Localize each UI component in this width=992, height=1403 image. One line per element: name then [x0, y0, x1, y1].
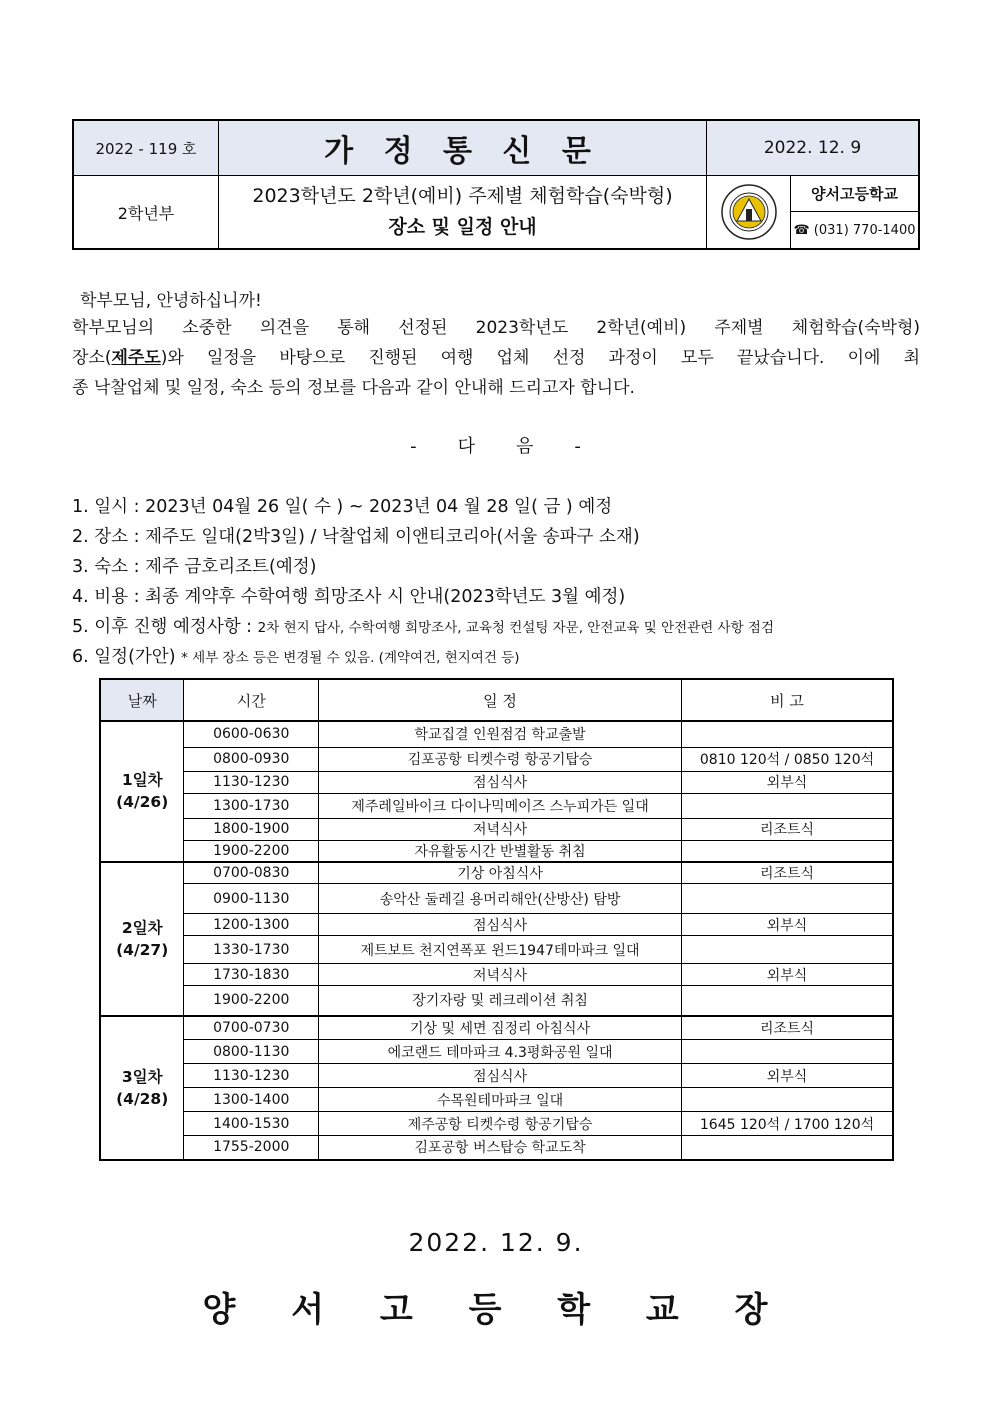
info-item-date: 1. 일시 : 2023년 04월 26 일( 수 ) ~ 2023년 04 월 28 일( 금 ) 예정 [72, 497, 613, 517]
intro-line-1: 학부모님의 소중한 의견을 통해 선정된 2023학년도 2학년(예비) 주제별 체험학습(숙박형) [72, 318, 920, 338]
note-cell [682, 793, 893, 818]
issue-number: 2022 - 119 호 [74, 121, 218, 175]
school-name: 양서고등학교 [811, 185, 898, 203]
schedule-cell: 학교집결 인원점검 학교출발 [319, 721, 682, 747]
note-cell: 리조트식 [682, 818, 893, 840]
info-item-next-steps: 5. 이후 진행 예정사항 : 2차 현지 답사, 수학여행 희망조사, 교육청 컨설팅 자문, 안전교육 및 안전관련 사항 점검 [72, 617, 775, 637]
schedule-cell: 점심식사 [319, 914, 682, 936]
note-cell: 외부식 [682, 914, 893, 936]
school-logo [707, 176, 790, 248]
table-row [100, 771, 893, 793]
subject-line-2: 장소 및 일정 안내 [388, 216, 537, 238]
time-cell: 0900-1130 [184, 884, 319, 914]
school-emblem-icon [720, 183, 778, 241]
schedule-cell: 수목원테마파크 일대 [319, 1088, 682, 1112]
table-row [100, 936, 893, 964]
schedule-cell: 김포공항 버스탑승 학교도착 [319, 1136, 682, 1160]
table-row [100, 1040, 893, 1064]
day-2-cell: 2일차 (4/27) [100, 862, 184, 1016]
table-row [100, 747, 893, 771]
note-cell [682, 721, 893, 747]
table-row [100, 1088, 893, 1112]
time-cell: 1900-2200 [184, 840, 319, 862]
header-time: 시간 [184, 679, 319, 721]
time-cell: 1130-1230 [184, 1064, 319, 1088]
time-cell: 0800-0930 [184, 747, 319, 771]
time-cell: 0700-0730 [184, 1016, 319, 1040]
table-header [100, 679, 893, 721]
table-row [100, 862, 893, 884]
schedule-cell: 점심식사 [319, 771, 682, 793]
day-3-cell: 3일차 (4/28) [100, 1016, 184, 1160]
table-row [100, 914, 893, 936]
schedule-cell: 제주공항 티켓수령 항공기탑승 [319, 1112, 682, 1136]
note-cell: 리조트식 [682, 862, 893, 884]
time-cell: 1200-1300 [184, 914, 319, 936]
schedule-cell: 장기자랑 및 레크레이션 취침 [319, 986, 682, 1016]
header-note: 비 고 [682, 679, 893, 721]
table-row [100, 840, 893, 862]
note-cell [682, 1136, 893, 1160]
time-cell: 0600-0630 [184, 721, 319, 747]
department: 2학년부 [117, 203, 175, 223]
footer-date: 2022. 12. 9. [408, 1228, 584, 1257]
time-cell: 1900-2200 [184, 986, 319, 1016]
subject [219, 176, 706, 248]
info-item-lodging: 3. 숙소 : 제주 금호리조트(예정) [72, 557, 317, 577]
time-cell: 0700-0830 [184, 862, 319, 884]
time-cell: 1800-1900 [184, 818, 319, 840]
schedule-cell: 에코랜드 테마파크 4.3평화공원 일대 [319, 1040, 682, 1064]
schedule-cell: 기상 및 세면 짐정리 아침식사 [319, 1016, 682, 1040]
schedule-cell: 제주레일바이크 다이나믹메이즈 스누피가든 일대 [319, 793, 682, 818]
note-cell [682, 1088, 893, 1112]
note-cell [682, 936, 893, 964]
note-cell: 외부식 [682, 964, 893, 986]
time-cell: 1330-1730 [184, 936, 319, 964]
note-cell [682, 840, 893, 862]
note-cell: 리조트식 [682, 1016, 893, 1040]
page-title: 가 정 통 신 문 [219, 121, 706, 175]
place-highlight: 제주도 [111, 348, 161, 368]
table-row [100, 1136, 893, 1160]
table-row [100, 818, 893, 840]
schedule-cell: 김포공항 티켓수령 항공기탑승 [319, 747, 682, 771]
table-row [100, 1016, 893, 1040]
schedule-table [99, 678, 894, 1161]
time-cell: 1300-1400 [184, 1088, 319, 1112]
note-cell: 0810 120석 / 0850 120석 [682, 747, 893, 771]
intro-line-3: 종 낙찰업체 및 일정, 숙소 등의 정보를 다음과 같이 안내해 드리고자 합니다. [72, 378, 635, 398]
info-item-cost: 4. 비용 : 최종 계약후 수학여행 희망조사 시 안내(2023학년도 3월 예정) [72, 587, 626, 607]
table-row [100, 721, 893, 747]
table-row [100, 1064, 893, 1088]
note-cell: 1645 120석 / 1700 120석 [682, 1112, 893, 1136]
day-1-cell: 1일차 (4/26) [100, 721, 184, 862]
info-item-place: 2. 장소 : 제주도 일대(2박3일) / 낙찰업체 이앤티코리아(서울 송파구 소재) [72, 527, 640, 547]
schedule-cell: 저녁식사 [319, 964, 682, 986]
schedule-cell: 제트보트 천지연폭포 윈드1947테마파크 일대 [319, 936, 682, 964]
principal-signature: 양 서 고 등 학 교 장 [202, 1290, 790, 1330]
intro-line-2: 장소(제주도)와 일정을 바탕으로 진행된 여행 업체 선정 과정이 모두 끝났습니다. 이에 최 [72, 348, 920, 368]
header-date: 날짜 [100, 679, 184, 721]
school-phone: ☎ (031) 770-1400 [793, 222, 916, 238]
time-cell: 0800-1130 [184, 1040, 319, 1064]
time-cell: 1730-1830 [184, 964, 319, 986]
table-row [100, 964, 893, 986]
note-cell [682, 986, 893, 1016]
note-cell [682, 1040, 893, 1064]
issue-date: 2022. 12. 9 [707, 121, 918, 175]
time-cell: 1300-1730 [184, 793, 319, 818]
time-cell: 1400-1530 [184, 1112, 319, 1136]
subject-line-1: 2023학년도 2학년(예비) 주제별 체험학습(숙박형) [252, 185, 673, 207]
time-cell: 1130-1230 [184, 771, 319, 793]
info-list [72, 492, 942, 672]
table-row [100, 1112, 893, 1136]
time-cell: 1755-2000 [184, 1136, 319, 1160]
table-row [100, 884, 893, 914]
greeting: 학부모님, 안녕하십니까! [80, 291, 262, 311]
note-cell: 외부식 [682, 1064, 893, 1088]
table-row [100, 793, 893, 818]
notice-header [72, 119, 920, 250]
note-cell: 외부식 [682, 771, 893, 793]
schedule-cell: 기상 아침식사 [319, 862, 682, 884]
schedule-cell: 송악산 둘레길 용머리해안(산방산) 탐방 [319, 884, 682, 914]
note-cell [682, 884, 893, 914]
schedule-cell: 저녁식사 [319, 818, 682, 840]
info-item-schedule: 6. 일정(가안) * 세부 장소 등은 변경될 수 있음. (계약여건, 현지여건 등) [72, 647, 520, 667]
schedule-cell: 자유활동시간 반별활동 취침 [319, 840, 682, 862]
schedule-cell: 점심식사 [319, 1064, 682, 1088]
section-divider: - 다 음 - [410, 436, 582, 457]
header-schedule: 일 정 [319, 679, 682, 721]
table-row [100, 986, 893, 1016]
